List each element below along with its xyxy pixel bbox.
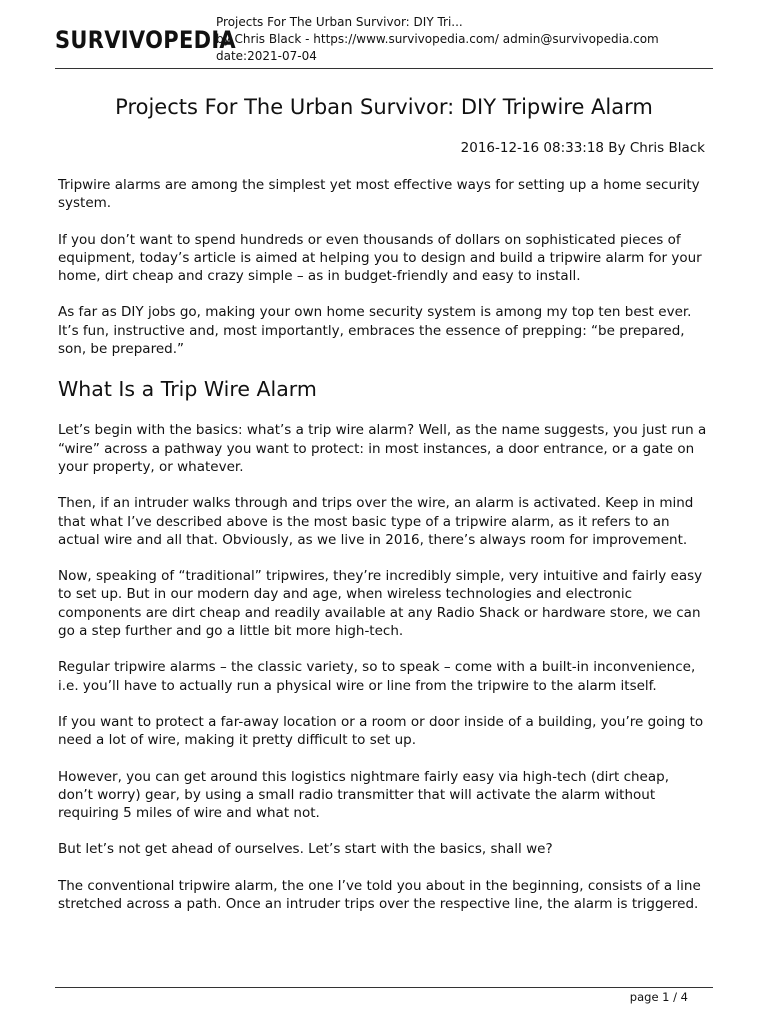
article-title: Projects For The Urban Survivor: DIY Tripwire Alarm bbox=[115, 95, 653, 119]
article-byline: 2016-12-16 08:33:18 By Chris Black bbox=[460, 140, 705, 156]
paragraph: As far as DIY jobs go, making your own home security system is among my top ten best ever. It’s fun, instructive and, most importantly, embraces the essence of prepping: “be prepared, son, be prepared.” bbox=[58, 304, 692, 358]
paragraph: Regular tripwire alarms – the classic variety, so to speak – come with a built-in inconvenience, i.e. you’ll have to actually run a physical wire or line from the tripwire to the alarm itself. bbox=[58, 659, 696, 694]
document-meta bbox=[216, 14, 659, 65]
paragraph: If you want to protect a far-away location or a room or door inside of a building, you’re going to need a lot of wire, making it pretty difficult to set up. bbox=[58, 713, 704, 749]
paragraph: However, you can get around this logistics nightmare fairly easy via high-tech (dirt cheap, don’t worry) gear, by using a small radio transmitter that will activate the alarm without requiring 5 miles of wire and what not. bbox=[58, 768, 669, 822]
paragraph: Tripwire alarms are among the simplest yet most effective ways for setting up a home security system. bbox=[58, 177, 700, 212]
survivopedia-logo bbox=[55, 28, 236, 52]
meta-byline: by Chris Black - https://www.survivopedia.com/ admin@survivopedia.com bbox=[216, 32, 659, 46]
logo-text: SURVIVOPEDIA bbox=[55, 26, 236, 54]
section-heading: What Is a Trip Wire Alarm bbox=[58, 377, 317, 402]
page-header bbox=[55, 14, 713, 68]
paragraph: The conventional tripwire alarm, the one I’ve told you about in the beginning, consists of a line stretched across a path. Once an intruder trips over the respective line, the alarm is triggered. bbox=[58, 877, 701, 913]
page-number: page 1 / 4 bbox=[629, 990, 688, 1004]
paragraph: Now, speaking of “traditional” tripwires, they’re incredibly simple, very intuitive and fairly easy to set up. But in our modern day and age, when wireless technologies and electronic components are dirt cheap and readily available at any Radio Shack or hardware store, we can go a step further and go a little bit more high-tech. bbox=[58, 568, 703, 640]
paragraph: If you don’t want to spend hundreds or even thousands of dollars on sophisticated pieces of equipment, today’s article is aimed at helping you to design and build a tripwire alarm for your home, dirt cheap and crazy simple – as in budget-friendly and easy to install. bbox=[58, 231, 702, 285]
header-divider bbox=[55, 68, 713, 69]
article-body bbox=[58, 176, 708, 931]
footer-divider bbox=[55, 987, 713, 988]
meta-date: date:2021-07-04 bbox=[216, 49, 317, 63]
paragraph: Then, if an intruder walks through and trips over the wire, an alarm is activated. Keep in mind that what I’ve described above is the most basic type of a tripwire alarm, as it refers to an actual wire and all that. Obviously, as we live in 2016, there’s always room for improvement. bbox=[58, 495, 694, 548]
paragraph: But let’s not get ahead of ourselves. Let’s start with the basics, shall we? bbox=[58, 841, 553, 858]
meta-title: Projects For The Urban Survivor: DIY Tri... bbox=[216, 15, 463, 29]
paragraph: Let’s begin with the basics: what’s a trip wire alarm? Well, as the name suggests, you just run a “wire” across a pathway you want to protect: in most instances, a door entrance, or a gate on your property, or whatever. bbox=[58, 422, 707, 475]
